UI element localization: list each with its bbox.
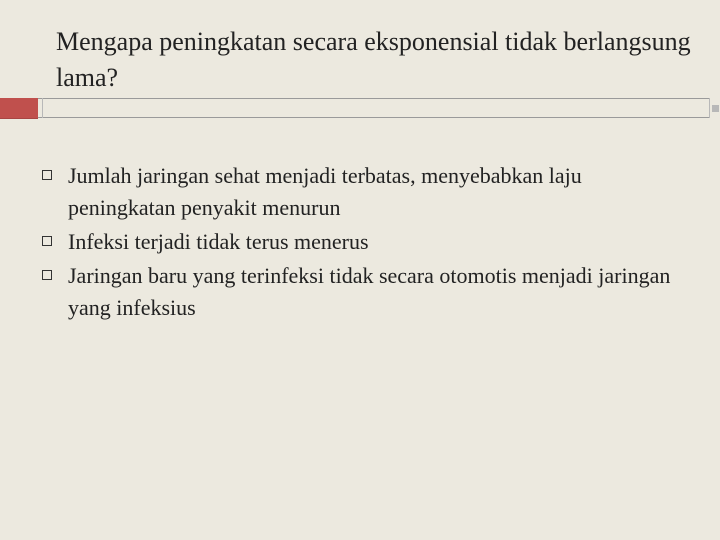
bullet-item	[42, 260, 682, 324]
bullet-list	[42, 160, 682, 326]
bullet-item	[42, 160, 682, 224]
accent-block	[0, 98, 38, 119]
bullet-text: Jumlah jaringan sehat menjadi terbatas, menyebabkan laju peningkatan penyakit menurun	[68, 163, 582, 220]
hollow-square-bullet-icon	[42, 270, 52, 280]
hollow-square-bullet-icon	[42, 236, 52, 246]
divider-tick	[42, 98, 43, 118]
slide-title: Mengapa peningkatan secara eksponensial tidak berlangsung lama?	[56, 27, 691, 92]
hollow-square-bullet-icon	[42, 170, 52, 180]
title-divider	[0, 96, 720, 120]
divider-line-top	[38, 98, 710, 99]
divider-tick	[709, 98, 710, 118]
divider-end-square	[712, 105, 719, 112]
bullet-item	[42, 226, 682, 258]
bullet-text: Infeksi terjadi tidak terus menerus	[68, 229, 369, 254]
bullet-text: Jaringan baru yang terinfeksi tidak secara otomotis menjadi jaringan yang infeksius	[68, 263, 671, 320]
divider-line-bottom	[38, 117, 710, 118]
